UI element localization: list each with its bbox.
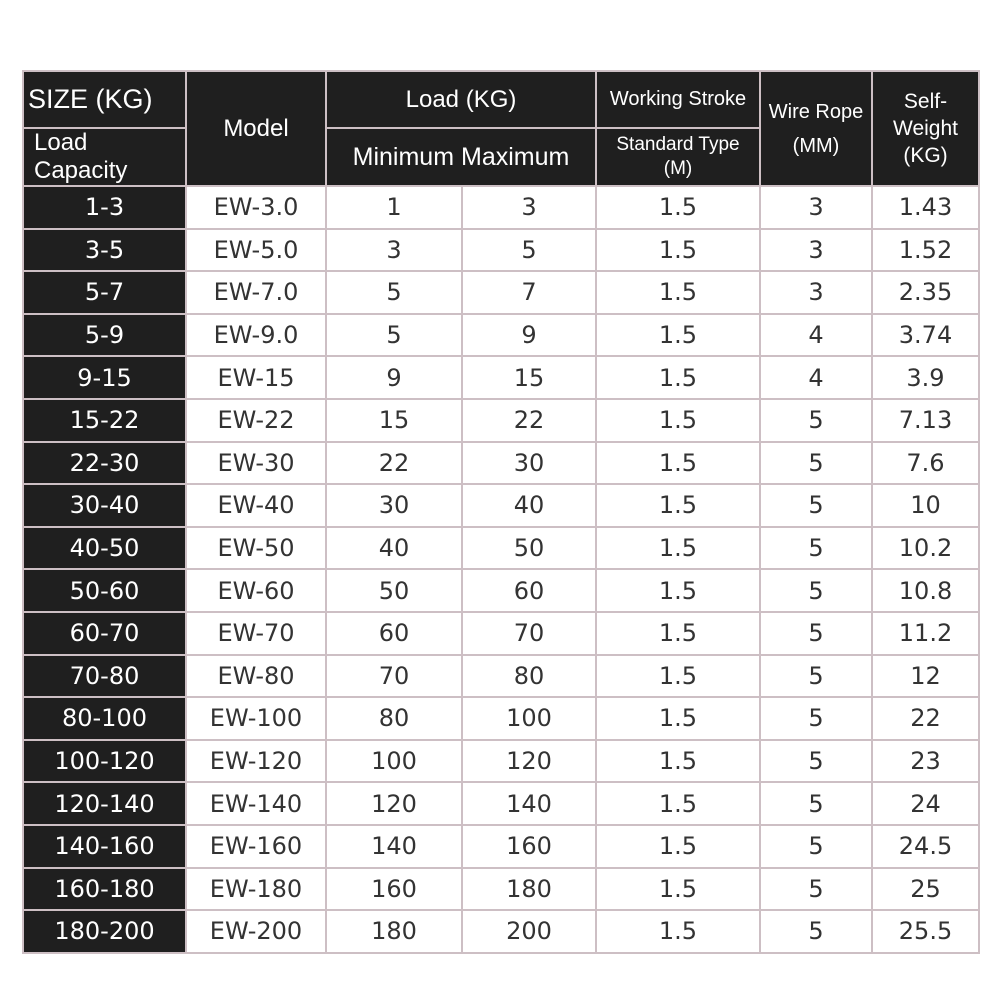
model-cell: EW-160 [186,825,326,868]
header-weight-unit: (KG) [903,144,948,167]
working-stroke-cell: 1.5 [596,356,760,399]
load-max-cell: 60 [462,569,596,612]
model-cell: EW-15 [186,356,326,399]
load-max-cell: 70 [462,612,596,655]
wire-rope-cell: 5 [760,527,872,570]
header-maximum: Maximum [461,142,570,171]
load-min-cell: 60 [326,612,462,655]
self-weight-cell: 11.2 [872,612,979,655]
load-min-cell: 30 [326,484,462,527]
size-cell: 30-40 [23,484,186,527]
wire-rope-cell: 3 [760,186,872,229]
header-load-capacity: Load Capacity [23,128,186,186]
table-row [23,314,979,357]
model-cell: EW-22 [186,399,326,442]
load-max-cell: 15 [462,356,596,399]
model-cell: EW-7.0 [186,271,326,314]
table-row [23,271,979,314]
self-weight-cell: 24.5 [872,825,979,868]
working-stroke-cell: 1.5 [596,868,760,911]
self-weight-cell: 10 [872,484,979,527]
table-row [23,527,979,570]
size-cell: 70-80 [23,655,186,698]
table-row [23,655,979,698]
model-cell: EW-100 [186,697,326,740]
table-header [23,71,979,186]
load-max-cell: 140 [462,782,596,825]
header-wire-rope-unit: (MM) [792,134,840,157]
size-cell: 3-5 [23,229,186,272]
size-cell: 5-9 [23,314,186,357]
table-row [23,868,979,911]
load-min-cell: 9 [326,356,462,399]
wire-rope-cell: 5 [760,569,872,612]
size-cell: 1-3 [23,186,186,229]
working-stroke-cell: 1.5 [596,484,760,527]
table-row [23,910,979,953]
header-self-label: Self- [903,90,948,113]
header-wire-rope-label: Wire Rope [768,100,864,123]
working-stroke-cell: 1.5 [596,399,760,442]
header-model: Model [186,71,326,186]
table-row [23,484,979,527]
model-cell: EW-140 [186,782,326,825]
load-max-cell: 120 [462,740,596,783]
size-cell: 9-15 [23,356,186,399]
load-min-cell: 120 [326,782,462,825]
working-stroke-cell: 1.5 [596,782,760,825]
load-min-cell: 22 [326,442,462,485]
header-working-stroke: Working Stroke [596,71,760,128]
working-stroke-cell: 1.5 [596,527,760,570]
wire-rope-cell: 5 [760,655,872,698]
table-row [23,569,979,612]
load-min-cell: 140 [326,825,462,868]
wire-rope-cell: 4 [760,314,872,357]
table-body [23,186,979,953]
size-cell: 140-160 [23,825,186,868]
size-cell: 40-50 [23,527,186,570]
wire-rope-cell: 5 [760,442,872,485]
wire-rope-cell: 3 [760,229,872,272]
self-weight-cell: 3.9 [872,356,979,399]
self-weight-cell: 1.52 [872,229,979,272]
working-stroke-cell: 1.5 [596,442,760,485]
table-row [23,740,979,783]
load-min-cell: 5 [326,271,462,314]
model-cell: EW-200 [186,910,326,953]
model-cell: EW-30 [186,442,326,485]
size-cell: 160-180 [23,868,186,911]
table-row [23,612,979,655]
working-stroke-cell: 1.5 [596,271,760,314]
model-cell: EW-3.0 [186,186,326,229]
wire-rope-cell: 5 [760,782,872,825]
table-row [23,356,979,399]
self-weight-cell: 25 [872,868,979,911]
model-cell: EW-70 [186,612,326,655]
size-cell: 100-120 [23,740,186,783]
table-row [23,399,979,442]
spec-table [22,70,980,954]
self-weight-cell: 23 [872,740,979,783]
size-cell: 50-60 [23,569,186,612]
header-size-kg: SIZE (KG) [23,71,186,128]
working-stroke-cell: 1.5 [596,229,760,272]
table-row [23,697,979,740]
header-minimum: Minimum [352,142,455,171]
load-max-cell: 5 [462,229,596,272]
size-cell: 80-100 [23,697,186,740]
wire-rope-cell: 5 [760,484,872,527]
size-cell: 15-22 [23,399,186,442]
header-weight-label: Weight [893,117,958,140]
self-weight-cell: 22 [872,697,979,740]
header-standard-type [596,128,760,186]
table-row [23,782,979,825]
load-min-cell: 70 [326,655,462,698]
self-weight-cell: 7.6 [872,442,979,485]
self-weight-cell: 2.35 [872,271,979,314]
size-cell: 5-7 [23,271,186,314]
load-min-cell: 80 [326,697,462,740]
wire-rope-cell: 5 [760,825,872,868]
load-max-cell: 160 [462,825,596,868]
size-cell: 180-200 [23,910,186,953]
table-row [23,825,979,868]
table-row [23,186,979,229]
self-weight-cell: 12 [872,655,979,698]
wire-rope-cell: 5 [760,910,872,953]
working-stroke-cell: 1.5 [596,825,760,868]
load-min-cell: 5 [326,314,462,357]
working-stroke-cell: 1.5 [596,612,760,655]
wire-rope-cell: 5 [760,868,872,911]
load-min-cell: 160 [326,868,462,911]
wire-rope-cell: 5 [760,399,872,442]
wire-rope-cell: 5 [760,740,872,783]
self-weight-cell: 1.43 [872,186,979,229]
header-standard-type-unit: (M) [663,158,693,179]
size-cell: 120-140 [23,782,186,825]
header-standard-type-label: Standard Type [616,134,740,155]
size-cell: 22-30 [23,442,186,485]
header-load-kg: Load (KG) [326,71,596,128]
model-cell: EW-5.0 [186,229,326,272]
load-max-cell: 30 [462,442,596,485]
load-max-cell: 9 [462,314,596,357]
wire-rope-cell: 4 [760,356,872,399]
load-max-cell: 180 [462,868,596,911]
table-row [23,229,979,272]
model-cell: EW-50 [186,527,326,570]
load-max-cell: 80 [462,655,596,698]
load-min-cell: 100 [326,740,462,783]
header-self-weight [872,71,979,186]
self-weight-cell: 24 [872,782,979,825]
working-stroke-cell: 1.5 [596,740,760,783]
self-weight-cell: 10.2 [872,527,979,570]
size-cell: 60-70 [23,612,186,655]
model-cell: EW-180 [186,868,326,911]
model-cell: EW-80 [186,655,326,698]
header-wire-rope [760,71,872,186]
load-min-cell: 1 [326,186,462,229]
self-weight-cell: 7.13 [872,399,979,442]
load-max-cell: 50 [462,527,596,570]
load-min-cell: 3 [326,229,462,272]
load-max-cell: 3 [462,186,596,229]
model-cell: EW-60 [186,569,326,612]
table-row [23,442,979,485]
model-cell: EW-9.0 [186,314,326,357]
self-weight-cell: 25.5 [872,910,979,953]
load-max-cell: 200 [462,910,596,953]
model-cell: EW-120 [186,740,326,783]
model-cell: EW-40 [186,484,326,527]
load-min-cell: 40 [326,527,462,570]
load-max-cell: 22 [462,399,596,442]
wire-rope-cell: 5 [760,697,872,740]
load-min-cell: 15 [326,399,462,442]
self-weight-cell: 10.8 [872,569,979,612]
working-stroke-cell: 1.5 [596,910,760,953]
working-stroke-cell: 1.5 [596,186,760,229]
working-stroke-cell: 1.5 [596,697,760,740]
wire-rope-cell: 5 [760,612,872,655]
working-stroke-cell: 1.5 [596,569,760,612]
working-stroke-cell: 1.5 [596,314,760,357]
load-max-cell: 40 [462,484,596,527]
load-max-cell: 100 [462,697,596,740]
load-max-cell: 7 [462,271,596,314]
load-min-cell: 50 [326,569,462,612]
wire-rope-cell: 3 [760,271,872,314]
header-min-max [326,128,596,186]
self-weight-cell: 3.74 [872,314,979,357]
working-stroke-cell: 1.5 [596,655,760,698]
load-min-cell: 180 [326,910,462,953]
